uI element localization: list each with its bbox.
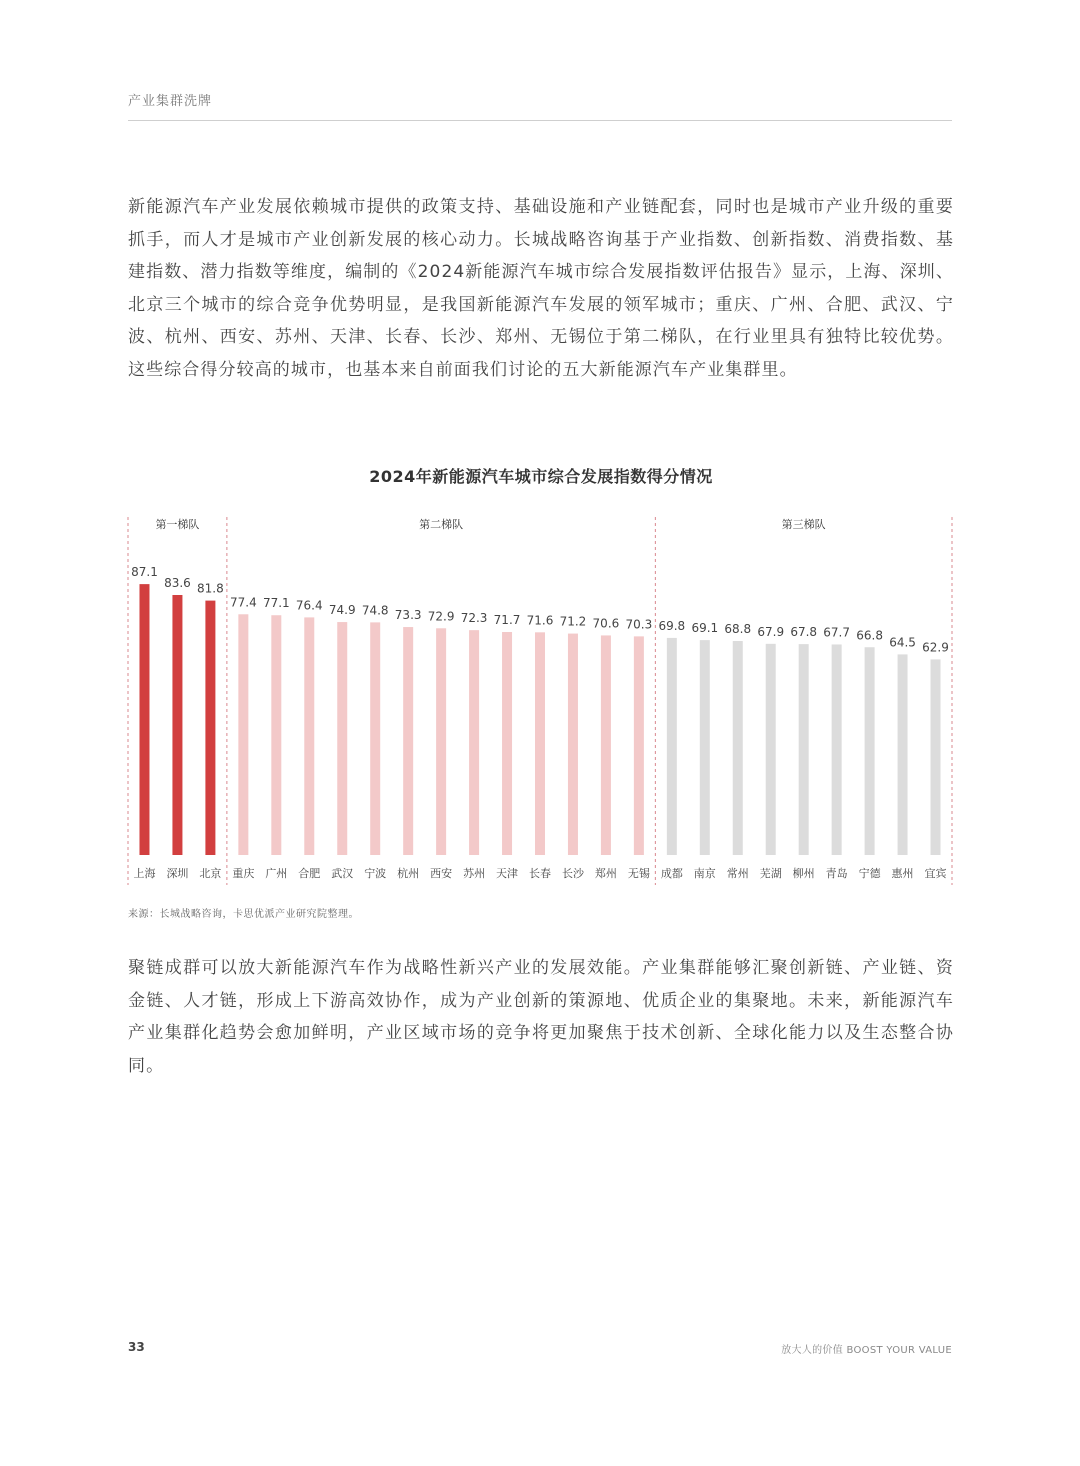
category-label: 西安 <box>430 867 453 880</box>
category-label: 惠州 <box>891 867 914 880</box>
value-label: 77.1 <box>262 596 290 611</box>
source-note: 来源：长城战略咨询，卡思优派产业研究院整理。 <box>128 909 359 920</box>
footer-slogan: 放大人的价值 BOOST YOUR VALUE <box>781 1345 952 1356</box>
category-label: 芜湖 <box>759 867 782 880</box>
category-label: 柳州 <box>792 867 815 880</box>
bar-柳州 <box>799 644 809 855</box>
bar-合肥 <box>304 617 314 855</box>
bar-天津 <box>502 632 512 855</box>
value-label: 83.6 <box>164 576 191 590</box>
bar-南京 <box>700 640 710 855</box>
bar-宁波 <box>370 622 380 855</box>
score-bar-chart <box>120 455 965 900</box>
category-label: 广州 <box>265 867 288 880</box>
bar-广州 <box>271 615 281 855</box>
tier-label: 第三梯队 <box>781 518 826 531</box>
page-number: 33 <box>128 1340 145 1354</box>
value-label: 67.8 <box>790 625 818 640</box>
value-label: 71.6 <box>526 613 554 628</box>
bar-长沙 <box>568 634 578 855</box>
bar-苏州 <box>469 630 479 855</box>
value-label: 70.3 <box>625 617 653 632</box>
bar-武汉 <box>337 622 347 855</box>
running-header: 产业集群洗牌 <box>128 94 213 109</box>
value-label: 71.2 <box>559 614 587 629</box>
value-label: 66.8 <box>856 628 883 643</box>
bar-无锡 <box>634 636 644 855</box>
category-label: 苏州 <box>463 867 486 880</box>
category-label: 上海 <box>133 867 156 880</box>
tier-labels <box>155 517 825 531</box>
category-label: 南京 <box>693 867 716 880</box>
value-label: 68.8 <box>724 622 752 637</box>
body-paragraph-1: 新能源汽车产业发展依赖城市提供的政策支持、基础设施和产业链配套，同时也是城市产业升级的重要抓手，而人才是城市产业创新发展的核心动力。长城战略咨询基于产业指数、创新指数、消费指数、基建指数、潜力指数等维度，编制的《2024新能源汽车城市综合发展指数评估报告》显示，上海、深圳、北京三个城市的综合竞争优势明显，是我国新能源汽车发展的领军城市；重庆、广州、合肥、武汉、宁波、杭州、西安、苏州、天津、长春、长沙、郑州、无锡位于第二梯队，在行业里具有独特比较优势。这些综合得分较高的城市，也基本来自前面我们讨论的五大新能源汽车产业集群里。 <box>128 197 954 380</box>
category-label: 深圳 <box>166 867 189 880</box>
value-label: 72.3 <box>460 611 488 626</box>
value-label: 77.4 <box>230 595 257 610</box>
bar-宁德 <box>865 647 875 855</box>
category-label: 青岛 <box>825 867 848 880</box>
value-label: 64.5 <box>889 635 916 650</box>
category-labels <box>133 866 946 880</box>
bar-长春 <box>535 632 545 855</box>
category-label: 宜宾 <box>924 867 947 880</box>
category-label: 杭州 <box>397 867 420 880</box>
value-label: 67.9 <box>757 624 785 639</box>
category-label: 宁波 <box>364 867 387 880</box>
value-label: 87.1 <box>131 565 158 580</box>
bar-上海 <box>139 584 149 855</box>
category-label: 长春 <box>529 867 551 880</box>
category-label: 无锡 <box>627 867 650 880</box>
bar-北京 <box>205 601 215 855</box>
value-label: 74.8 <box>361 603 389 618</box>
bar-杭州 <box>403 627 413 855</box>
header-divider <box>128 120 952 121</box>
chart-svg <box>120 455 965 900</box>
value-label: 62.9 <box>922 640 949 655</box>
tier-label: 第一梯队 <box>155 518 200 531</box>
bar-芜湖 <box>766 644 776 855</box>
value-label: 67.7 <box>823 625 850 640</box>
value-label: 74.9 <box>328 603 356 618</box>
category-label: 天津 <box>496 867 519 880</box>
category-label: 长沙 <box>561 867 584 880</box>
value-label: 81.8 <box>197 581 224 596</box>
bar-成都 <box>667 638 677 855</box>
chart-title: 2024年新能源汽车城市综合发展指数得分情况 <box>369 467 713 486</box>
value-label: 72.9 <box>427 609 455 624</box>
category-label: 常州 <box>726 867 749 880</box>
bar-郑州 <box>601 635 611 855</box>
bar-宜宾 <box>931 659 941 855</box>
category-label: 成都 <box>660 867 683 880</box>
category-label: 武汉 <box>331 867 354 880</box>
bar-青岛 <box>832 644 842 855</box>
category-label: 合肥 <box>298 867 321 880</box>
value-label: 69.8 <box>658 618 686 633</box>
body-paragraph-2: 聚链成群可以放大新能源汽车作为战略性新兴产业的发展效能。产业集群能够汇聚创新链、产业链、资金链、人才链，形成上下游高效协作，成为产业创新的策源地、优质企业的集聚地。未来，新能源汽车产业集群化趋势会愈加鲜明，产业区域市场的竞争将更加聚焦于技术创新、全球化能力以及生态整合协同。 <box>128 958 954 1076</box>
bar-西安 <box>436 628 446 855</box>
bar-惠州 <box>898 654 908 855</box>
bar-常州 <box>733 641 743 855</box>
category-label: 重庆 <box>232 867 255 880</box>
value-label: 76.4 <box>295 598 323 613</box>
bar-重庆 <box>238 614 248 855</box>
category-label: 宁德 <box>858 867 881 880</box>
value-label: 71.7 <box>493 613 521 628</box>
category-label: 北京 <box>199 867 222 880</box>
category-label: 郑州 <box>594 867 617 880</box>
value-label: 73.3 <box>394 608 422 623</box>
value-label: 69.1 <box>691 621 719 636</box>
value-label: 70.6 <box>592 616 620 631</box>
tier-label: 第二梯队 <box>419 518 464 531</box>
bar-深圳 <box>172 595 182 855</box>
